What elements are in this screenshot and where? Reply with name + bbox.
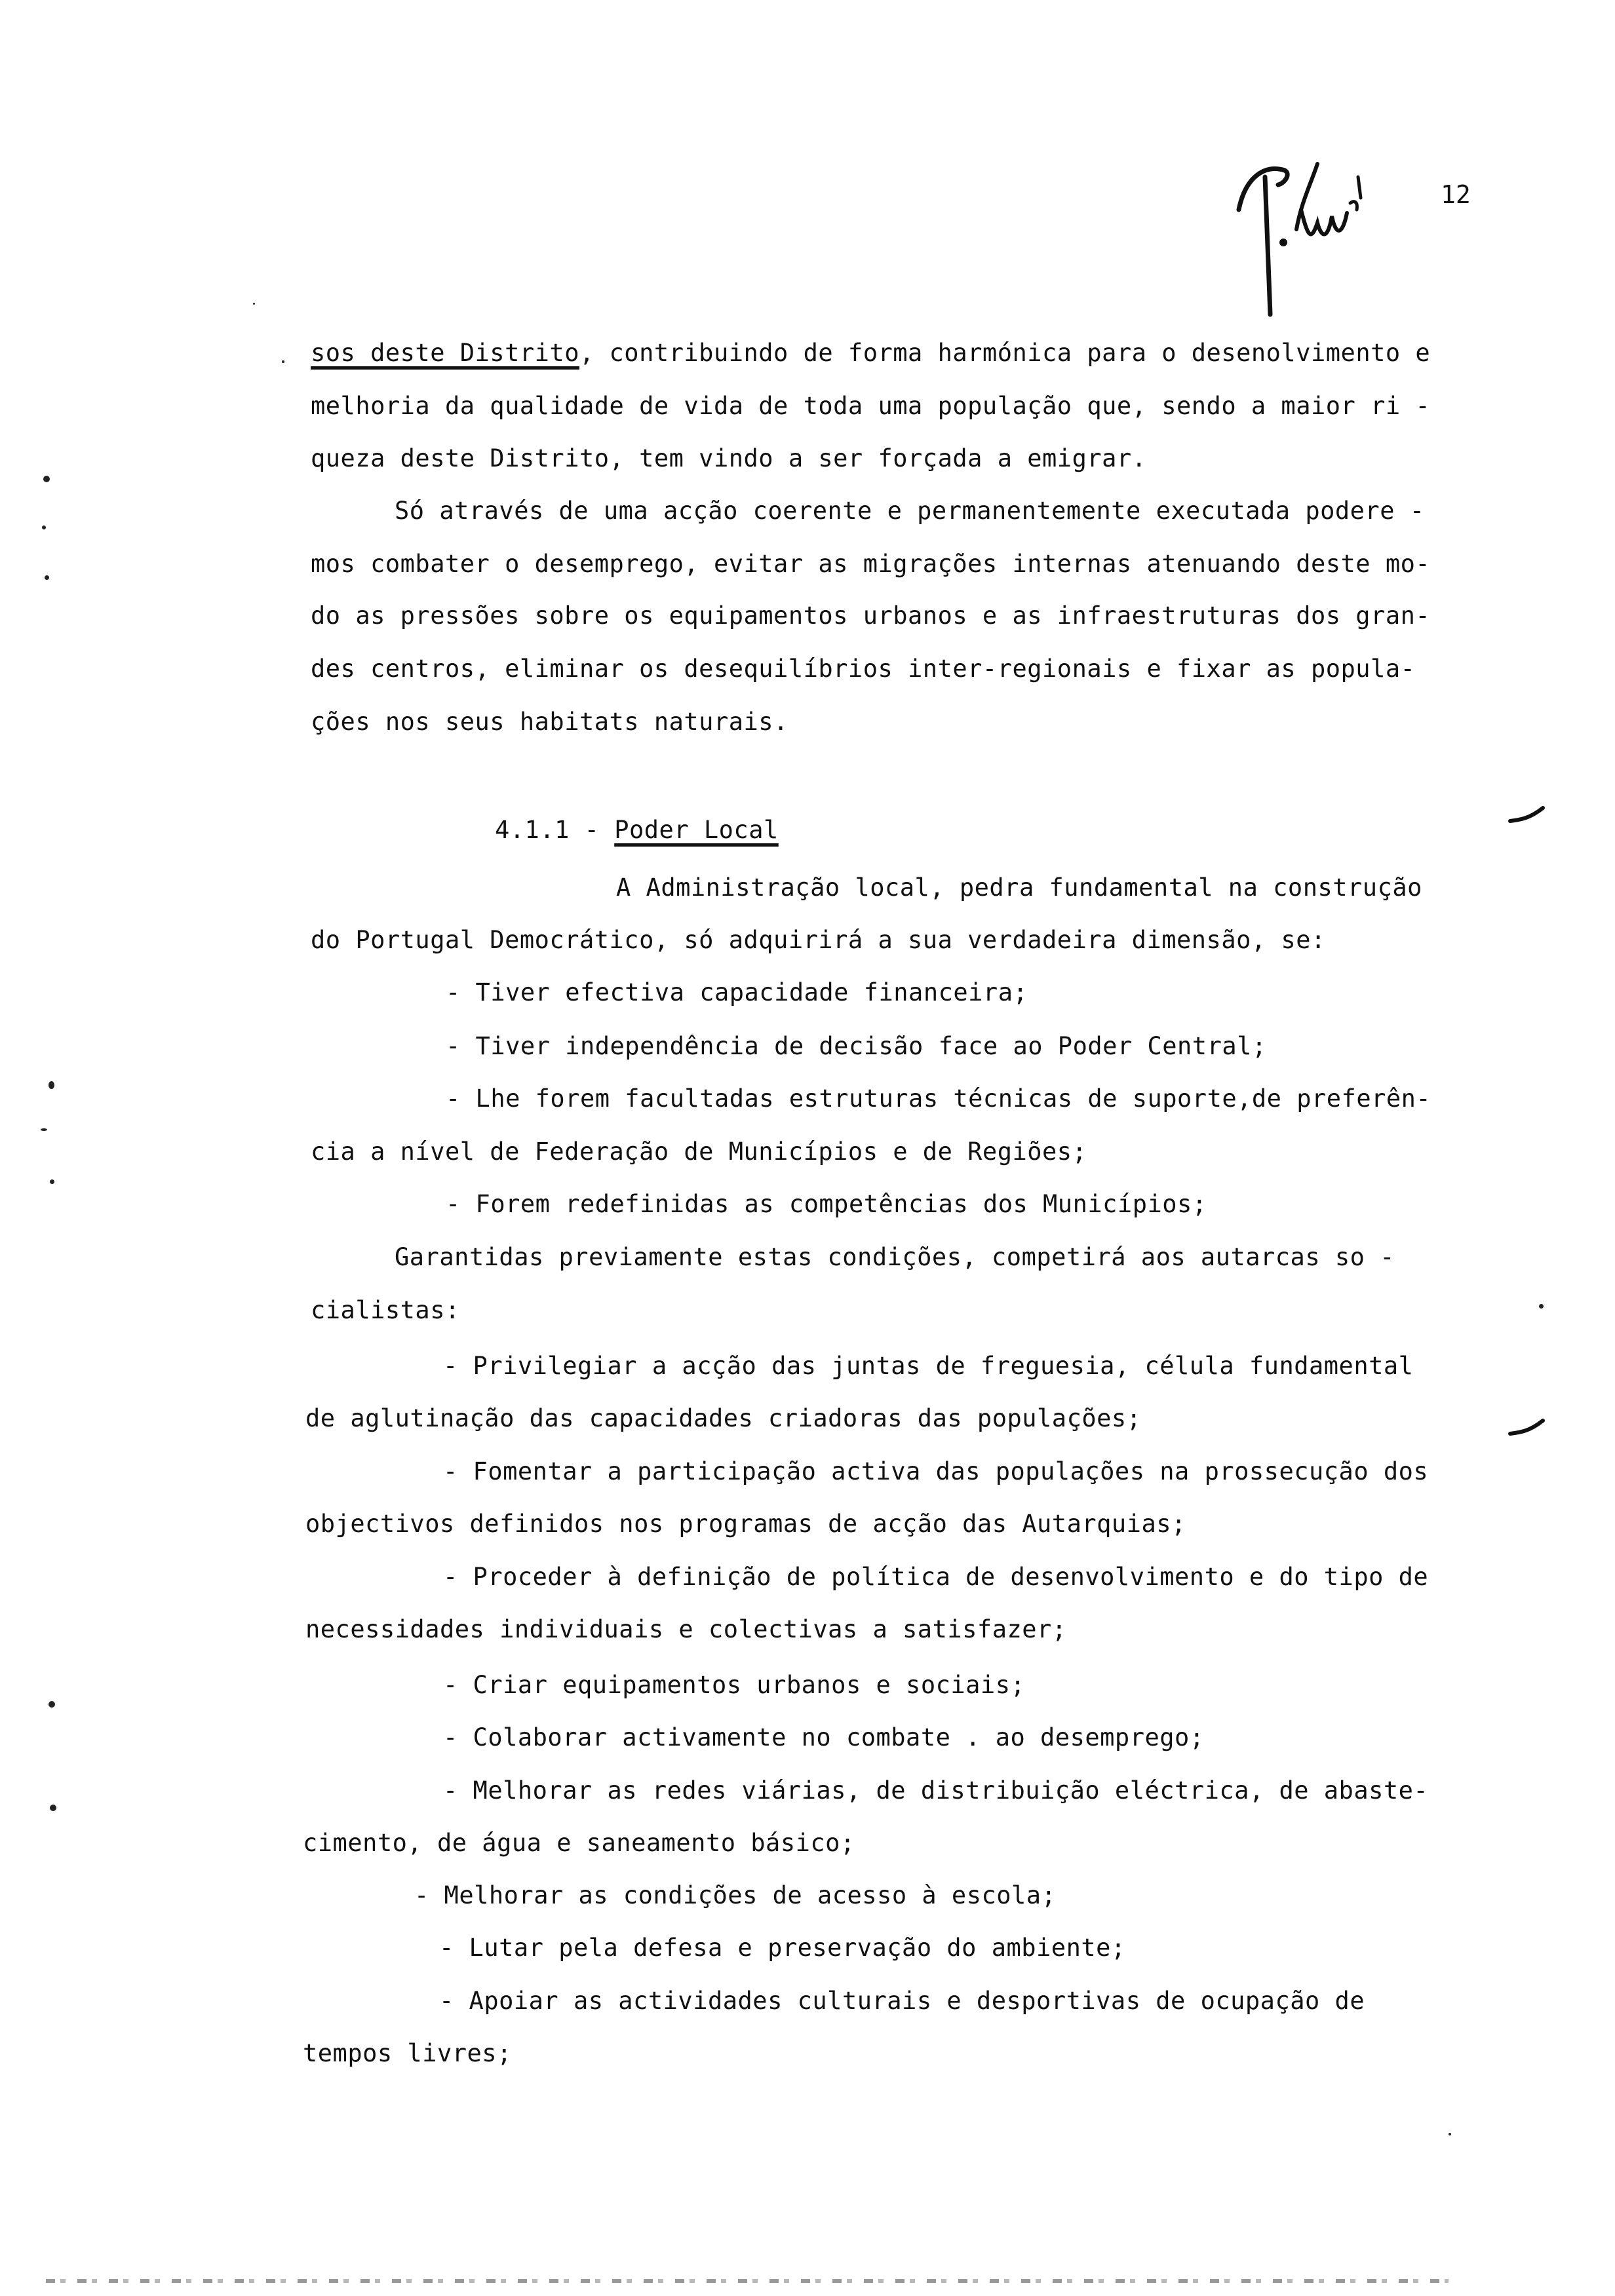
section-number: 4.1.1 - xyxy=(495,816,615,844)
scan-speck xyxy=(49,1081,54,1089)
text-span: , contribuindo de forma harmónica para o desenolvimento e xyxy=(579,339,1431,367)
scan-speck xyxy=(282,360,284,363)
paragraph-1-line-2: melhoria da qualidade de vida de toda uma população que, sendo a maior ri - xyxy=(311,392,1431,420)
task-item-6-line-2: cimento, de água e saneamento básico; xyxy=(303,1829,855,1857)
task-item-2-line-1: - Fomentar a participação activa das populações na prossecução dos xyxy=(443,1457,1429,1485)
task-item-1-line-2: de aglutinação das capacidades criadoras das populações; xyxy=(305,1404,1142,1432)
paragraph-1-line-1 xyxy=(311,337,1430,370)
task-item-2-line-2: objectivos definidos nos programas de acção das Autarquias; xyxy=(305,1510,1186,1538)
paragraph-1-line-3: queza deste Distrito, tem vindo a ser forçada a emigrar. xyxy=(311,444,1147,472)
scan-speck xyxy=(50,1805,56,1811)
scan-speck xyxy=(49,1701,55,1708)
intro-line-2: do Portugal Democrático, só adquirirá a sua verdadeira dimensão, se: xyxy=(311,926,1326,954)
task-item-3-line-1: - Proceder à definição de política de desenvolvimento e do tipo de xyxy=(443,1563,1429,1591)
intro-line-1: A Administração local, pedra fundamental na construção xyxy=(616,873,1422,902)
condition-item-3-line-2: cia a nível de Federação de Municípios e de Regiões; xyxy=(311,1138,1087,1166)
paragraph-2-line-1: Só através de uma acção coerente e permanentemente executada podere - xyxy=(395,497,1425,525)
scan-speck xyxy=(43,476,50,482)
paragraph-2-line-4: des centros, eliminar os desequilíbrios inter-regionais e fixar as popula- xyxy=(311,655,1416,683)
scan-speck xyxy=(1539,1304,1544,1309)
paragraph-2-line-2: mos combater o desemprego, evitar as migrações internas atenuando deste mo- xyxy=(311,550,1431,578)
margin-tick-mark xyxy=(1508,803,1547,829)
scan-speck xyxy=(1449,2133,1451,2135)
paragraph-2-line-5: ções nos seus habitats naturais. xyxy=(311,708,788,736)
task-item-4: - Criar equipamentos urbanos e sociais; xyxy=(443,1671,1026,1699)
scan-artifact-line xyxy=(46,2279,1449,2283)
task-item-8: - Lutar pela defesa e preservação do ambiente; xyxy=(439,1934,1126,1962)
handwritten-signature xyxy=(1219,138,1390,321)
condition-item-2: - Tiver independência de decisão face ao Poder Central; xyxy=(446,1032,1267,1060)
scan-speck xyxy=(42,526,46,529)
task-item-3-line-2: necessidades individuais e colectivas a satisfazer; xyxy=(305,1615,1067,1643)
guarantee-line-1: Garantidas previamente estas condições, competirá aos autarcas so - xyxy=(395,1243,1395,1271)
task-item-9-line-1: - Apoiar as actividades culturais e desportivas de ocupação de xyxy=(439,1987,1365,2015)
task-item-1-line-1: - Privilegiar a acção das juntas de freguesia, célula fundamental xyxy=(443,1352,1414,1380)
condition-item-3-line-1: - Lhe forem facultadas estruturas técnicas de suporte,de preferên- xyxy=(446,1084,1431,1113)
condition-item-1: - Tiver efectiva capacidade financeira; xyxy=(446,978,1028,1006)
scan-speck xyxy=(50,1179,54,1184)
task-item-6-line-1: - Melhorar as redes viárias, de distribuição eléctrica, de abaste- xyxy=(443,1776,1429,1805)
underlined-phrase: sos deste Distrito xyxy=(311,339,579,367)
page-number: 12 xyxy=(1441,180,1471,209)
task-item-5: - Colaborar activamente no combate . ao desemprego; xyxy=(443,1723,1205,1751)
guarantee-line-2: cialistas: xyxy=(311,1296,460,1324)
section-title: Poder Local xyxy=(614,816,779,844)
scan-speck xyxy=(41,1128,47,1131)
scan-speck xyxy=(45,575,49,580)
margin-tick-mark xyxy=(1508,1415,1547,1442)
task-item-9-line-2: tempos livres; xyxy=(303,2039,512,2067)
paragraph-2-line-3: do as pressões sobre os equipamentos urbanos e as infraestruturas dos gran- xyxy=(311,602,1431,630)
section-heading xyxy=(495,814,779,847)
condition-item-4: - Forem redefinidas as competências dos Municípios; xyxy=(446,1190,1207,1218)
task-item-7: - Melhorar as condições de acesso à escola; xyxy=(414,1881,1057,1909)
scan-speck xyxy=(253,303,255,305)
